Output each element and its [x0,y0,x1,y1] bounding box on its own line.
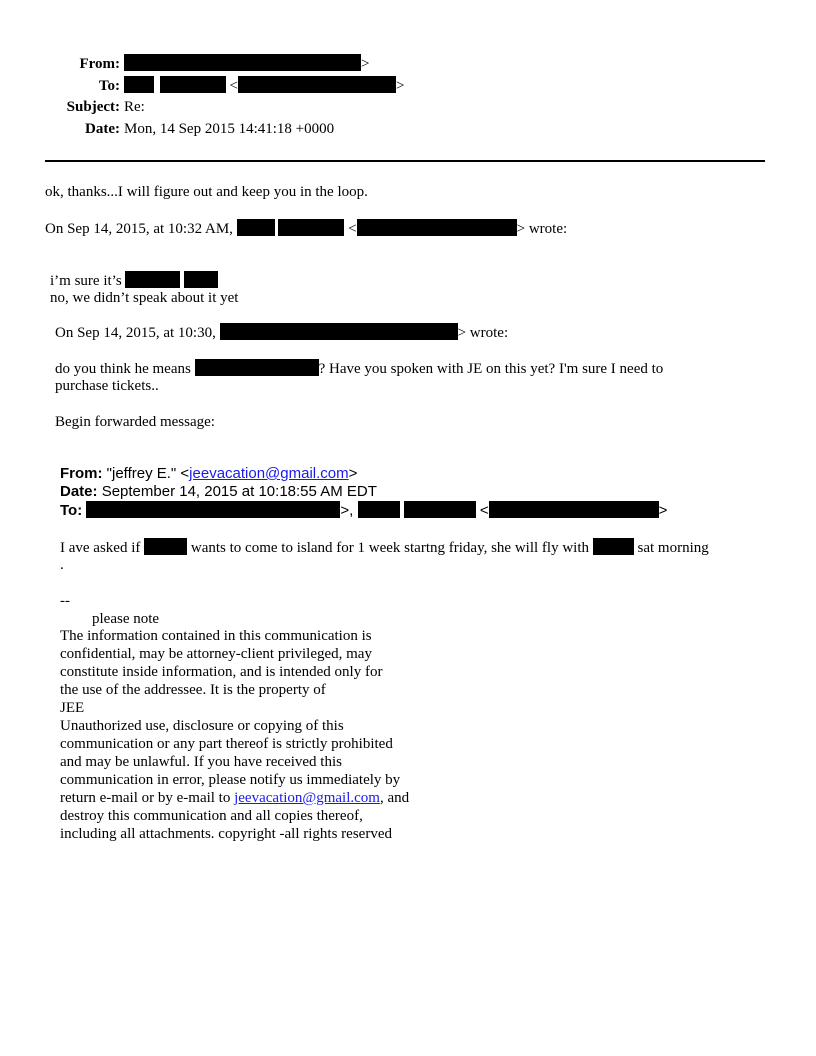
header-from-label: From: [79,56,120,72]
begin-forwarded: Begin forwarded message: [55,414,215,430]
redacted-block [125,271,180,288]
fwd-message-line [60,538,709,557]
fwd-to-sep: >, [340,502,354,519]
disclaimer-block [60,627,409,843]
quote1-lt: < [348,221,357,237]
fwd-date-row [60,483,377,501]
fwd-msg-b: wants to come to island for 1 week startng friday, she will fly with [190,540,589,556]
sure-prefix: i’m sure it’s [50,273,122,289]
disclaimer-line: including all attachments. copyright -all rights reserved [60,826,392,842]
fwd-to-row [60,501,667,520]
header-subject-label: Subject: [66,99,120,115]
header-to-label: To: [98,78,120,94]
fwd-to-lt: < [479,502,489,519]
quote2-suffix: > wrote: [457,325,509,341]
header-date-label: Date: [85,121,120,137]
disclaimer-line: JEE [60,700,85,716]
fwd-from-label: From: [60,465,103,482]
fwd-to-gt: > [658,502,668,519]
fwd-date-label: Date: [60,483,98,500]
fwd-msg-c: sat morning [637,540,709,556]
fwd-to-label: To: [60,502,83,519]
fwd-date: September 14, 2015 at 10:18:55 AM EDT [101,483,377,500]
signature-dashes: -- [60,593,70,609]
disclaimer-line: communication in error, please notify us immediately by [60,772,401,788]
disclaimer-line: the use of the addressee. It is the property of [60,682,326,698]
redacted-block [184,271,218,288]
redacted-block [404,501,476,518]
header-subject: Re: [124,99,145,115]
return-prefix: return e-mail or by e-mail to [60,790,231,806]
fwd-message-dot: . [60,557,64,573]
disclaimer-line: and may be unlawful. If you have received this [60,754,342,770]
header-to-row [0,76,404,95]
redacted-block [593,538,634,555]
fwd-msg-a: I ave asked if [60,540,141,556]
redacted-block [144,538,187,555]
header-to-lt: < [229,78,238,94]
purchase-line: purchase tickets.. [55,378,159,394]
fwd-from-email-link[interactable]: jeevacation@gmail.com [189,465,349,482]
redacted-block [124,54,361,71]
header-from-gt: > [361,56,370,72]
header-subject-row [0,98,145,116]
header-date: Mon, 14 Sep 2015 14:41:18 +0000 [124,121,335,137]
redacted-block [358,501,400,518]
redacted-block [124,76,154,93]
disclaimer-line: The information contained in this communication is [60,628,372,644]
quote2-prefix: On Sep 14, 2015, at 10:30, [55,325,216,341]
disclaimer-line: destroy this communication and all copies thereof, [60,808,363,824]
please-note: please note [92,611,160,627]
disclaimer-line: communication or any part thereof is strictly prohibited [60,736,393,752]
sure-line [50,271,218,290]
quote2-attribution [55,323,508,342]
header-to-gt: > [395,78,405,94]
fwd-from-row [60,465,357,483]
header-divider [45,160,765,162]
disclaimer-line: confidential, may be attorney-client privileged, may [60,646,372,662]
redacted-block [357,219,517,236]
disclaimer-line: constitute inside information, and is intended only for [60,664,383,680]
header-date-row [0,120,334,138]
redacted-block [195,359,319,376]
redacted-block [86,501,340,518]
no-speak-line: no, we didn’t speak about it yet [50,290,239,306]
header-from-row [0,54,369,73]
disclaimer-line: Unauthorized use, disclosure or copying of this [60,718,344,734]
redacted-block [238,76,396,93]
redacted-block [160,76,226,93]
quote1-suffix: > wrote: [516,221,568,237]
fwd-from-close: > [348,465,358,482]
think-prefix: do you think he means [55,361,191,377]
redacted-block [489,501,659,518]
redacted-block [237,219,275,236]
return-suffix: , and [379,790,410,806]
fwd-from-name: "jeffrey E." < [106,465,190,482]
quote1-prefix: On Sep 14, 2015, at 10:32 AM, [45,221,233,237]
think-line [55,359,663,378]
disclaimer-return-line [60,789,409,807]
think-suffix: ? Have you spoken with JE on this yet? I'm sure I need to [318,361,664,377]
quote1-attribution [45,219,567,238]
reply-line: ok, thanks...I will figure out and keep you in the loop. [45,184,368,200]
redacted-block [278,219,344,236]
return-email-link[interactable]: jeevacation@gmail.com [234,790,380,806]
redacted-block [220,323,458,340]
